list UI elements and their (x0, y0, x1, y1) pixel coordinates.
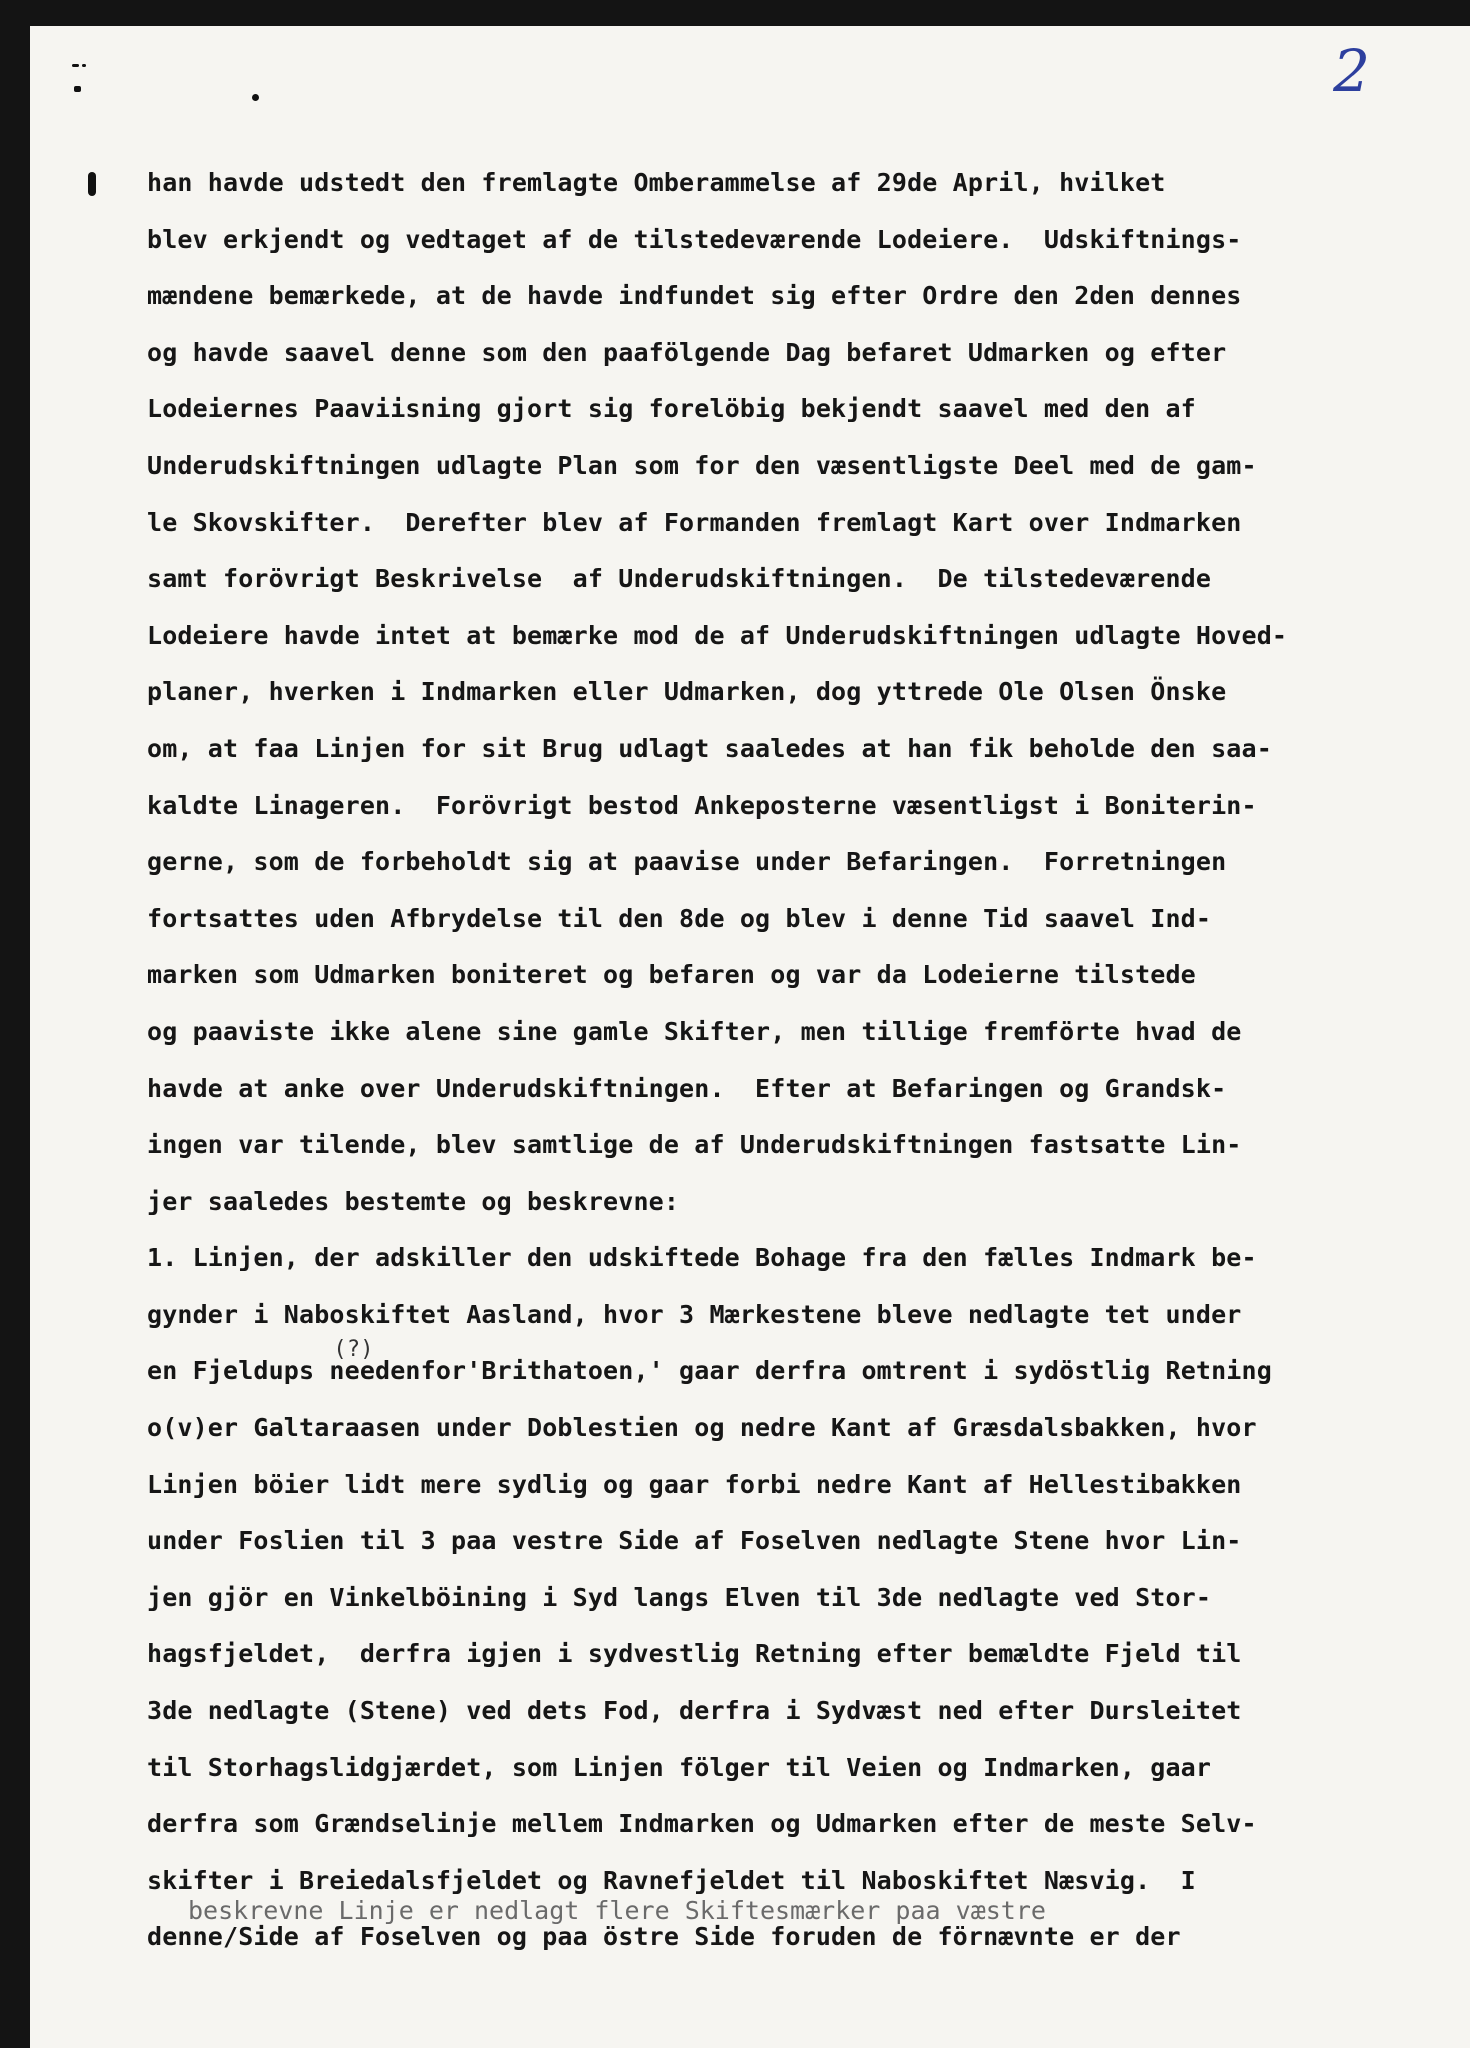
text-line: blev erkjendt og vedtaget af de tilstedeværende Lodeiere. Udskiftnings- (147, 224, 1242, 254)
text-line: Underudskiftningen udlagte Plan som for den væsentligste Deel med de gam- (147, 450, 1257, 480)
text-line: og paaviste ikke alene sine gamle Skifter, men tillige fremförte hvad de (147, 1016, 1242, 1046)
text-line: gerne, som de forbeholdt sig at paavise under Befaringen. Forretningen (147, 847, 1227, 877)
text-line: skifter i Breiedalsfjeldet og Ravnefjeldet til Naboskiftet Næsvig. I (147, 1865, 1196, 1895)
text-line: om, at faa Linjen for sit Brug udlagt saaledes at han fik beholde den saa- (147, 733, 1272, 763)
text-line: 3de nedlagte (Stene) ved dets Fod, derfra i Sydvæst ned efter Dursleitet (147, 1696, 1242, 1726)
text-line: Lodeiernes Paaviisning gjort sig forelöbig bekjendt saavel med den af (147, 394, 1196, 424)
text-line: mændene bemærkede, at de havde indfundet sig efter Ordre den 2den dennes (147, 281, 1242, 311)
insertion-mark: (?) (333, 1337, 374, 1363)
text-line: gynder i Naboskiftet Aasland, hvor 3 Mærkestene bleve nedlagte tet under (147, 1299, 1242, 1329)
page-number: 2 (1333, 37, 1370, 105)
text-line: jer saaledes bestemte og beskrevne: (147, 1186, 680, 1216)
text-line: havde at anke over Underudskiftningen. Efter at Befaringen og Grandsk- (147, 1073, 1227, 1103)
text-line: Linjen böier lidt mere sydlig og gaar forbi nedre Kant af Hellestibakken (147, 1469, 1242, 1499)
text-line: 1. Linjen, der adskiller den udskiftede Bohage fra den fælles Indmark be- (147, 1243, 1257, 1273)
text-line: til Storhagslidgjærdet, som Linjen fölger til Veien og Indmarken, gaar (147, 1752, 1212, 1782)
typed-annotation: beskrevne Linje er nedlagt flere Skiftesmærker paa væstre (188, 1896, 1046, 1925)
text-line-with-insertion (147, 1337, 1409, 1400)
text-line: marken som Udmarken boniteret og befaren og var da Lodeierne tilstede (147, 960, 1196, 990)
text-line: fortsattes uden Afbrydelse til den 8de og blev i denne Tid saavel Ind- (147, 903, 1212, 933)
line-segment-after: needenfor'Brithatoen,' gaar derfra omtrent i sydöstlig Retning (329, 1356, 1272, 1386)
text-line: ingen var tilende, blev samtlige de af Underudskiftningen fastsatte Lin- (147, 1130, 1242, 1160)
text-line: denne/Side af Foselven og paa östre Side foruden de förnævnte er der (147, 1922, 1181, 1952)
text-line: samt forövrigt Beskrivelse af Underudskiftningen. De tilstedeværende (147, 564, 1212, 594)
text-line: kaldte Linageren. Forövrigt bestod Ankeposterne væsentligst i Boniterin- (147, 790, 1257, 820)
text-line: Lodeiere havde intet at bemærke mod de af Underudskiftningen udlagte Hoved- (147, 620, 1288, 650)
text-line: derfra som Grændselinje mellem Indmarken og Udmarken efter de meste Selv- (147, 1809, 1257, 1839)
document-body (147, 155, 1409, 1966)
text-line: han havde udstedt den fremlagte Omberammelse af 29de April, hvilket (147, 168, 1166, 197)
text-line: o(v)er Galtaraasen under Doblestien og nedre Kant af Græsdalsbakken, hvor (147, 1413, 1257, 1443)
text-line: planer, hverken i Indmarken eller Udmarken, dog yttrede Ole Olsen Önske (147, 677, 1227, 707)
text-line: hagsfjeldet, derfra igjen i sydvestlig Retning efter bemældte Fjeld til (147, 1639, 1242, 1669)
text-line: under Foslien til 3 paa vestre Side af Foselven nedlagte Stene hvor Lin- (147, 1526, 1242, 1556)
text-line: jen gjör en Vinkelböining i Syd langs Elven til 3de nedlagte ved Stor- (147, 1582, 1212, 1612)
text-line: le Skovskifter. Derefter blev af Formanden fremlagt Kart over Indmarken (147, 507, 1242, 537)
text-line: og havde saavel denne som den paafölgende Dag befaret Udmarken og efter (147, 337, 1227, 367)
line-segment-before: en Fjeldups (147, 1356, 330, 1386)
